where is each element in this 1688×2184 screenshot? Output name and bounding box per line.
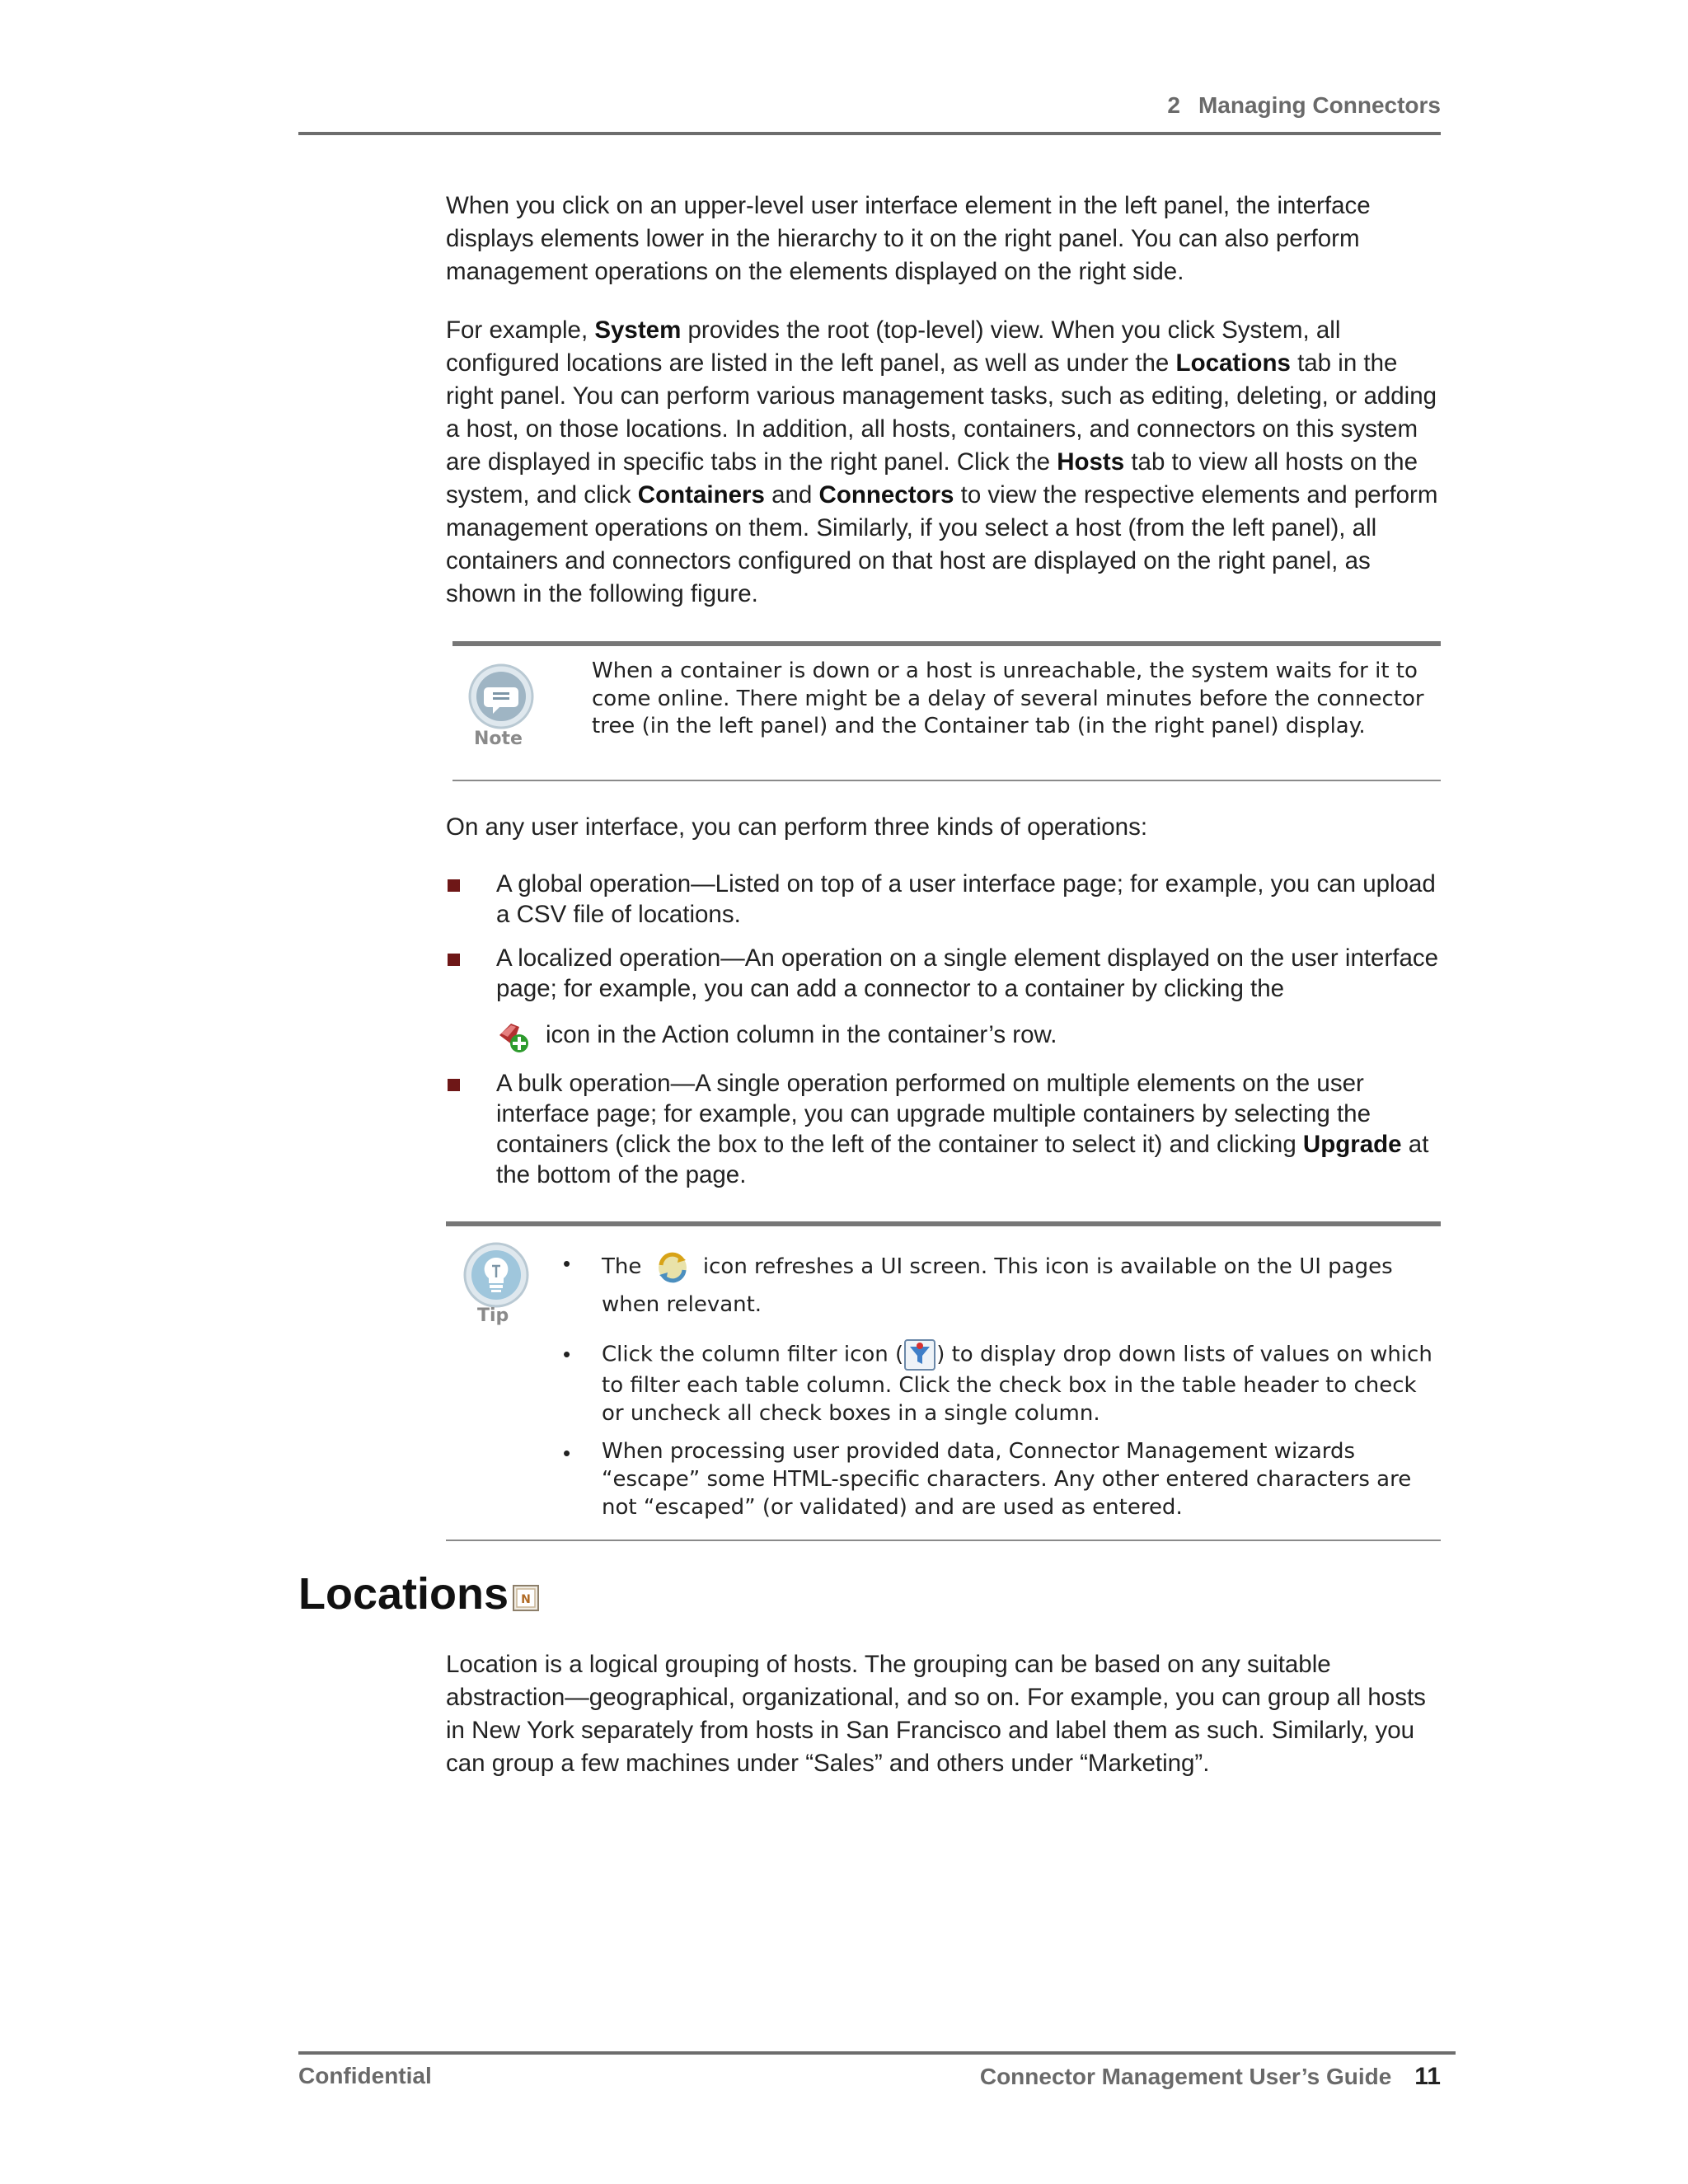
- section-heading: [298, 1568, 540, 1620]
- localized-operation-item: A localized operation—An operation on a single element displayed on the user interface page; for example, you can add a connector to a container by clicking the: [496, 944, 1439, 1002]
- bulk-operation-item: [496, 1068, 1444, 1190]
- tip-label: Tip: [477, 1305, 509, 1326]
- note-icon: [467, 663, 535, 730]
- text-run: and: [764, 481, 819, 509]
- bold-containers: Containers: [637, 481, 765, 509]
- text-run: icon refreshes a UI screen. This icon is available on the UI pages when relevant.: [602, 1254, 1393, 1317]
- bold-locations: Locations: [1175, 349, 1291, 377]
- locations-paragraph: Location is a logical grouping of hosts. The grouping can be based on any suitable abstraction—geographical, organizational, and so on. For example, you can group all hosts in New York separately from hosts in San Francisco and label them as such. Similarly, you can group a few machines under “Sales” and others under “Marketing”.: [446, 1651, 1426, 1777]
- text-run: provides the root (top-level) view. When you click System, all configured locations are listed in the left panel, as well as under the: [446, 316, 1341, 377]
- text-run: at the bottom of the page.: [496, 1131, 1429, 1188]
- bullet-square: [448, 954, 460, 966]
- text-run: tab in the right panel. You can perform various management tasks, such as editing, deleting, or adding a host, on those locations. In addition, all hosts, containers, and connectors on this system are displayed in specific tabs in the right panel. Click the: [446, 349, 1437, 476]
- chapter-number: 2: [1167, 92, 1180, 118]
- column-filter-icon: [903, 1338, 936, 1371]
- tip-refresh-item: [602, 1248, 1434, 1324]
- text-run: to view the respective elements and perform management operations on them. Similarly, if you select a host (from the left panel), all containers and connectors configured on that host are displayed on the right panel, as shown in the following figure.: [446, 481, 1438, 607]
- operations-intro: On any user interface, you can perform three kinds of operations:: [446, 813, 1148, 841]
- confidential-label: Confidential: [298, 2063, 432, 2088]
- bold-system: System: [594, 316, 682, 344]
- global-operation-item: A global operation—Listed on top of a user interface page; for example, you can upload a CSV file of locations.: [496, 870, 1436, 928]
- text-run: ) to display drop down lists of values on which to filter each table column. Click the check box in the table header to check or uncheck all check boxes in a single column.: [602, 1342, 1432, 1426]
- bullet-square: [448, 1079, 460, 1091]
- text-run: Click the column filter icon (: [602, 1342, 904, 1367]
- section-link-icon[interactable]: [512, 1584, 540, 1612]
- tip-lightbulb-icon: [462, 1241, 530, 1309]
- tip-bullet: •: [563, 1441, 571, 1465]
- bold-connectors: Connectors: [818, 481, 954, 509]
- tip-bullet: •: [563, 1251, 571, 1276]
- text-run: tab to view all hosts on the system, and click: [446, 448, 1418, 509]
- note-label: Note: [474, 729, 523, 749]
- tip-escape-item: When processing user provided data, Connector Management wizards “escape” some HTML-specific characters. Any other entered characters are not “escaped” (or validated) and are used as entered.: [602, 1439, 1412, 1520]
- text-run: The: [602, 1254, 642, 1279]
- page-header: [298, 89, 1441, 135]
- note-box: [452, 641, 1441, 781]
- bold-upgrade: Upgrade: [1302, 1131, 1402, 1158]
- tip-filter-item: [602, 1338, 1434, 1427]
- example-paragraph: [446, 314, 1443, 611]
- footer-right: [980, 2063, 1441, 2091]
- running-header: [1167, 92, 1441, 119]
- note-text: When a container is down or a host is unreachable, the system waits for it to come online. There might be a delay of several minutes before the connector tree (in the left panel) and the Container tab (in the right panel) display.: [592, 658, 1424, 738]
- page-number: 11: [1414, 2063, 1441, 2090]
- text-run: A bulk operation—A single operation performed on multiple elements on the user interface page; for example, you can upgrade multiple containers by selecting the containers (click the box to the left of the container to select it) and clicking: [496, 1070, 1371, 1158]
- page-footer: [298, 2051, 1456, 2104]
- bold-hosts: Hosts: [1057, 448, 1125, 476]
- localized-operation-icon-line: [496, 1019, 1444, 1053]
- tip-bullet: •: [563, 1342, 571, 1366]
- svg-text:N: N: [521, 1593, 531, 1606]
- tip-box: [446, 1221, 1441, 1541]
- bullet-square: [448, 879, 460, 892]
- intro-paragraph: When you click on an upper-level user interface element in the left panel, the interface displays elements lower in the hierarchy to it on the right panel. You can also perform management operations on the elements displayed on the right side.: [446, 192, 1371, 285]
- text-run: icon in the Action column in the container’s row.: [546, 1020, 1057, 1048]
- chapter-title: Managing Connectors: [1198, 92, 1441, 118]
- refresh-icon: [654, 1250, 692, 1285]
- section-title: Locations: [298, 1569, 509, 1619]
- text-run: For example,: [446, 316, 595, 344]
- guide-title: Connector Management User’s Guide: [979, 2064, 1392, 2089]
- add-connector-icon: [496, 1019, 531, 1053]
